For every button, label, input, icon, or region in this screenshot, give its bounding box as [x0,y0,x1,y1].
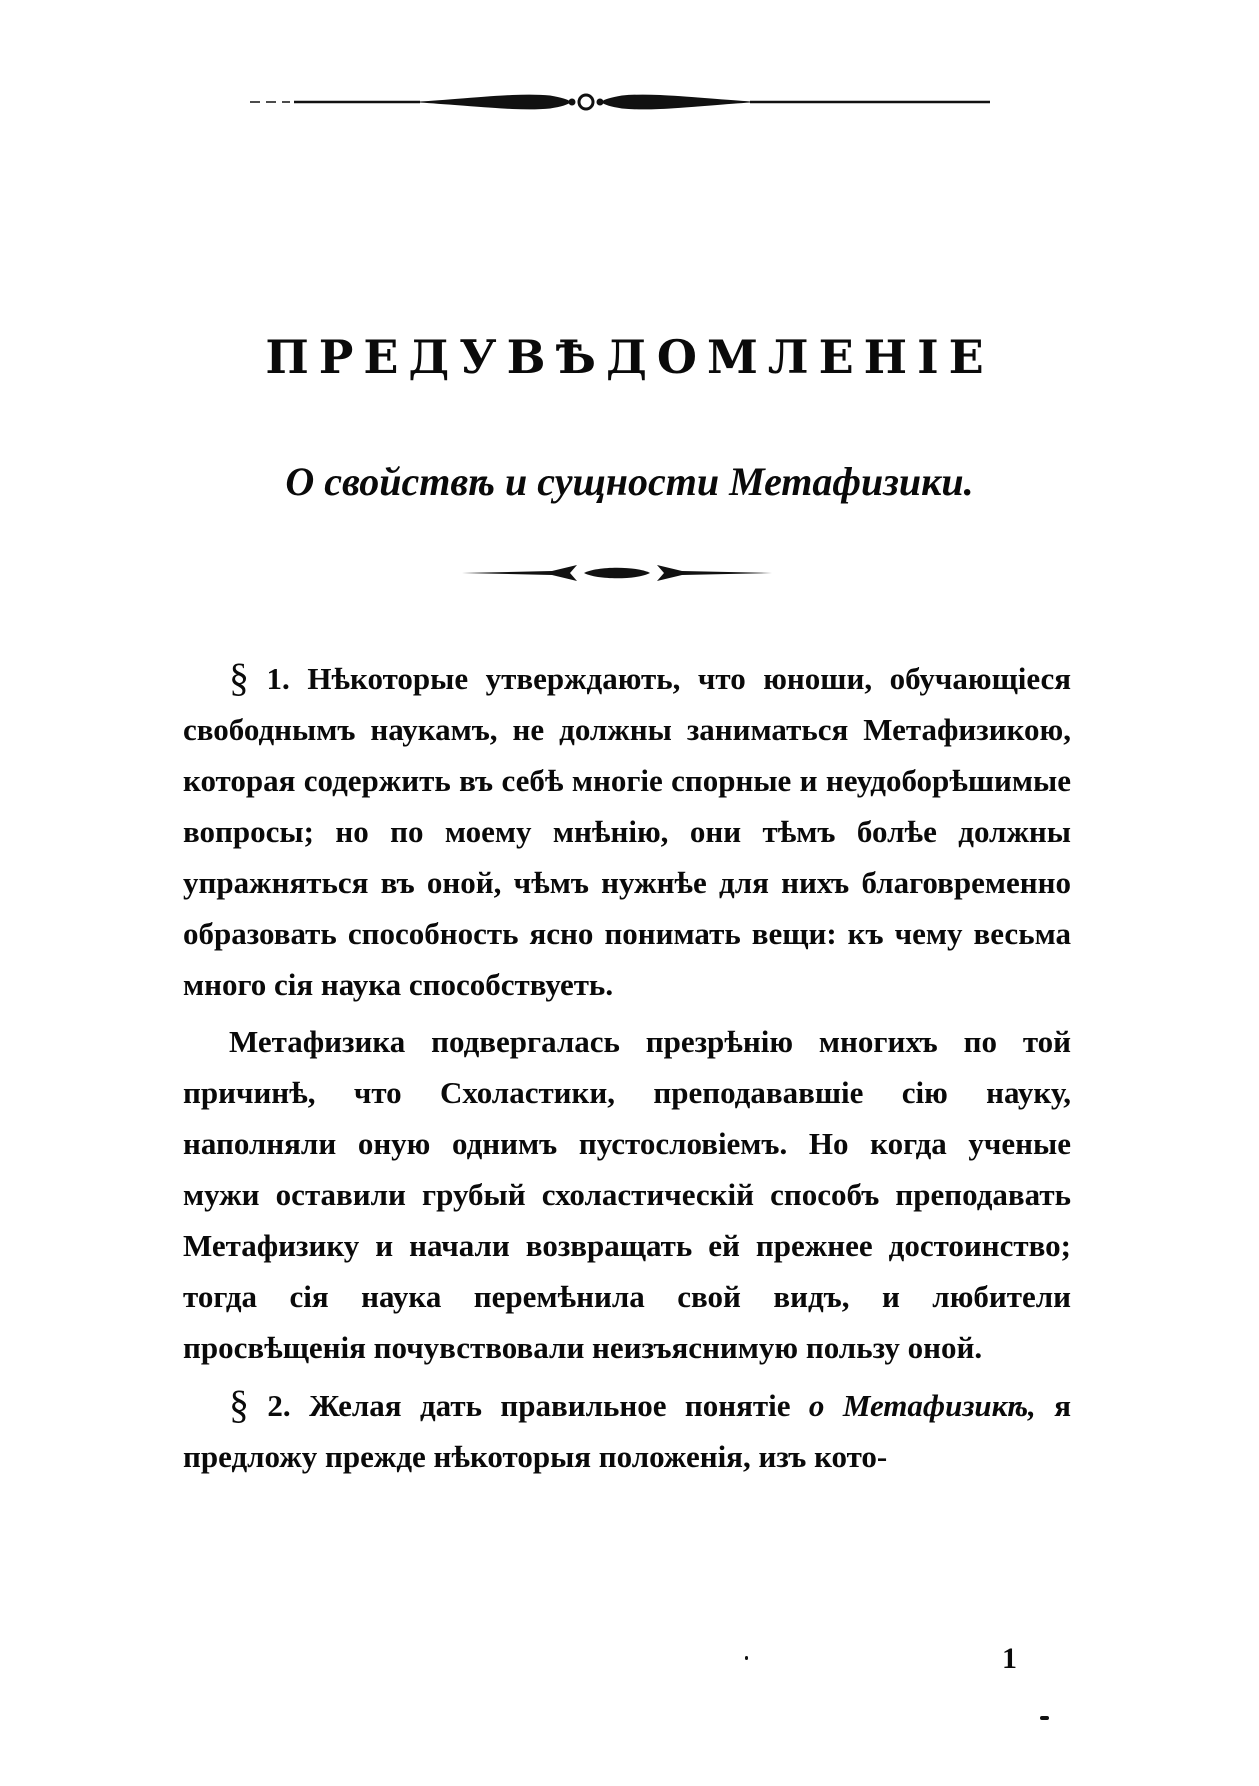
paragraph-text: Желая дать правильное понятіе [309,1388,791,1423]
section-mark: § [229,655,249,700]
page-subheading: О свойствѣ и сущности Метафизики. [285,459,974,504]
ink-speck [745,1656,748,1660]
paragraph-text: Нѣкоторые утверждають, что юноши, обучающіеся свободнымъ наукамъ, не должны заниматься Метафизикою, которая содержить въ себѣ многіе спорные и неудоборѣшимые вопросы; но по моему мнѣнію, они тѣмъ болѣе должны упражняться въ оной, чѣмъ нужнѣе для нихъ благовременно образовать способность ясно понимать вещи: къ чему весьма много сія наука способствуеть. [183,661,1072,1002]
paragraph [183,1016,1071,1373]
decorative-dash-icon [462,560,772,586]
page-heading: ПРЕДУВѢДОМЛЕНІЕ [265,330,994,384]
body-text [183,652,1071,1482]
paragraph [183,1379,1071,1482]
section-mark: § [229,1382,249,1427]
section-number: 2. [267,1388,291,1423]
page-number: 1 [1002,1642,1017,1675]
ink-speck [1040,1716,1049,1720]
paragraph [183,652,1071,1010]
section-number: 1. [266,661,290,696]
paragraph-text: я предложу прежде нѣкоторыя положенія, изъ кото- [183,1388,1071,1474]
decorative-rule-icon [250,84,990,120]
paragraph-text: Метафизика подвергалась презрѣнію многихъ по той причинѣ, что Схоластики, преподававшіе сію науку, наполняли оную однимъ пустословіемъ. Но когда ученые мужи оставили грубый схоластическій способъ преподавать Метафизику и начали возвращать ей прежнее достоинство; тогда сія наука перемѣнила свой видъ, и любители просвѣщенія почувствовали неизъяснимую пользу оной. [183,1024,1071,1365]
paragraph-text-italic: о Метафизикѣ, [808,1388,1036,1423]
